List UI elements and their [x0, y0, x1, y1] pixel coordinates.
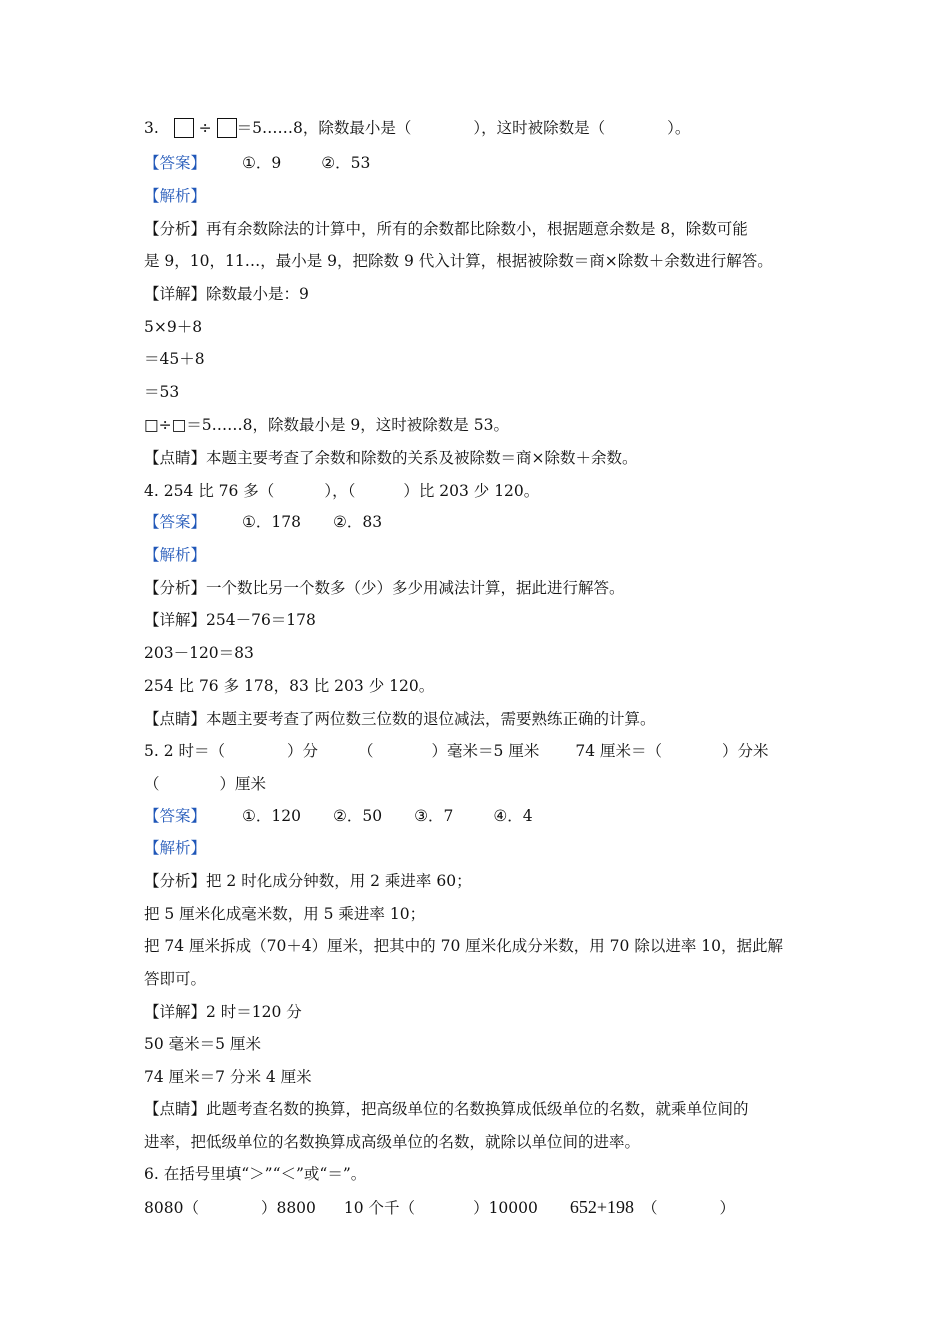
q4-answer: 【答案】 ①．178 ②．83: [144, 513, 383, 531]
q5-question: 5. 2 时＝（ ）分 （ ）毫米＝5 厘米 74 厘米＝（ ）分米: [144, 742, 769, 760]
q6-comparisons: 8080（ ）8800 10 个千（ ）10000 652+198 （ ）: [144, 1197, 736, 1217]
divide-sign: ÷: [198, 119, 212, 137]
blank-box: [217, 118, 237, 138]
q5-comment-line1: 【点睛】此题考查名数的换算，把高级单位的名数换算成低级单位的名数，就乘单位间的: [144, 1100, 749, 1118]
q5-step1: 50 毫米＝5 厘米: [144, 1035, 261, 1053]
q3-step4: □÷□＝5……8，除数最小是 9，这时被除数是 53。: [144, 416, 509, 434]
q4-detail: 【详解】254－76＝178: [144, 611, 316, 629]
analysis-tag: 【解析】: [144, 187, 207, 205]
math-expression: 652+198: [569, 1197, 635, 1217]
q5-answer: 【答案】 ①．120 ②．50 ③．7 ④．4: [144, 807, 533, 825]
q5-step2: 74 厘米＝7 分米 4 厘米: [144, 1068, 312, 1086]
q5-analysis-line3: 把 74 厘米拆成（70＋4）厘米，把其中的 70 厘米化成分米数，用 70 除以进率 10，据此解: [144, 937, 783, 955]
q4-analysis: 【分析】一个数比另一个数多（少）多少用减法计算，据此进行解答。: [144, 579, 625, 597]
q5-analysis-line4: 答即可。: [144, 970, 207, 988]
q6-title: 6. 在括号里填“＞”“＜”或“＝”。: [144, 1165, 367, 1183]
q3-analysis-line1: 【分析】再有余数除法的计算中，所有的余数都比除数小，根据题意余数是 8，除数可能: [144, 220, 748, 238]
q5-analysis-line2: 把 5 厘米化成毫米数，用 5 乘进率 10；: [144, 905, 426, 923]
q3-detail: 【详解】除数最小是：9: [144, 285, 309, 303]
q4-step2: 254 比 76 多 178，83 比 203 少 120。: [144, 677, 435, 695]
analysis-tag: 【解析】: [144, 546, 207, 564]
q3-number: 3.: [144, 119, 159, 137]
q3-step2: ＝45＋8: [144, 350, 205, 368]
q3-step3: ＝53: [144, 383, 180, 401]
q3-comment: 【点睛】本题主要考查了余数和除数的关系及被除数＝商×除数＋余数。: [144, 449, 638, 467]
q5-comment-line2: 进率，把低级单位的名数换算成高级单位的名数，就除以单位间的进率。: [144, 1133, 641, 1151]
q5-detail: 【详解】2 时＝120 分: [144, 1003, 302, 1021]
q3-analysis-line2: 是 9，10，11…，最小是 9，把除数 9 代入计算，根据被除数＝商×除数＋余数进行解答。: [144, 252, 773, 270]
q5-analysis-line1: 【分析】把 2 时化成分钟数，用 2 乘进率 60；: [144, 872, 472, 890]
answer-tag: 【答案】: [144, 807, 207, 825]
blank-box: [174, 118, 194, 138]
answer-tag: 【答案】: [144, 154, 207, 172]
q4-question: 4. 254 比 76 多（ ），（ ）比 203 少 120。: [144, 482, 540, 500]
q3-question: 3. ÷ ＝5……8，除数最小是（ ），这时被除数是（ ）。: [144, 119, 691, 137]
q3-answer: 【答案】 ①．9 ②．53: [144, 154, 371, 172]
q5-question-cont: （ ）厘米: [144, 775, 267, 793]
q3-step1: 5×9＋8: [144, 318, 203, 336]
answer-tag: 【答案】: [144, 513, 207, 531]
q4-step1: 203－120＝83: [144, 644, 254, 662]
q4-comment: 【点睛】本题主要考查了两位数三位数的退位减法，需要熟练正确的计算。: [144, 710, 656, 728]
analysis-tag: 【解析】: [144, 839, 207, 857]
